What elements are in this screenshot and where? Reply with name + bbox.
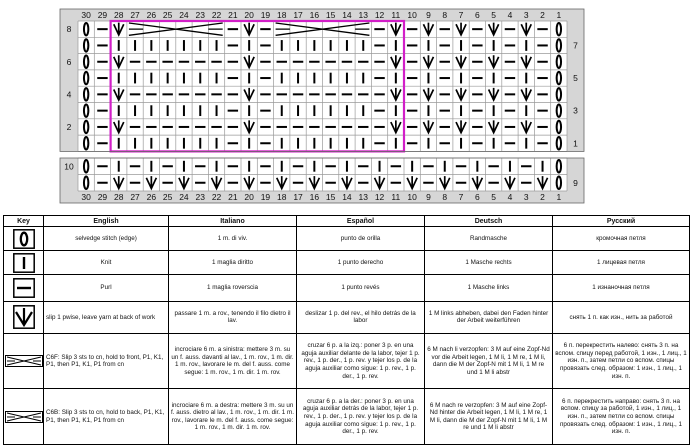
legend-ru: 6 п. перекрестить направо: снять 3 п. на вспом. спицу за работой, 1 изн., 1 лиц., 1 изн. п., затем петли со вспом. спицы провязать след. образом: 1 изн., 1 лиц., 1 изн. п. xyxy=(553,389,690,445)
row-label: 1 xyxy=(573,138,578,149)
legend-row xyxy=(4,227,690,251)
col-number: 17 xyxy=(293,10,303,20)
legend-de: 1 Masche rechts xyxy=(425,251,553,275)
row-label: 2 xyxy=(66,121,72,132)
legend-en: slip 1 pwise, leave yarn at back of work xyxy=(44,301,169,333)
col-number: 4 xyxy=(507,10,513,20)
col-number: 6 xyxy=(474,192,480,202)
col-number: 10 xyxy=(407,10,417,20)
selvedge-icon xyxy=(13,229,35,249)
col-number: 7 xyxy=(458,10,464,20)
col-number: 19 xyxy=(260,10,271,20)
legend-de: 6 M nach li verzopfen: 3 M auf eine Zopf-Nd vor die Arbeit legen, 1 M li, 1 M re, 1 M li, dann die M der Zopf-N mit 1 M li, 1 M re und 1 M li abstr xyxy=(425,333,553,389)
col-number: 8 xyxy=(442,192,448,202)
row-label: 3 xyxy=(573,105,578,116)
legend-es: deslizar 1 p. del rev., el hilo detrás de la labor xyxy=(297,301,425,333)
legend-es: 1 punto revés xyxy=(297,275,425,301)
col-number: 17 xyxy=(293,192,303,202)
col-number: 27 xyxy=(130,10,140,20)
legend-en: C6F: Slip 3 sts to cn, hold to front, P1, K1, P1, then P1, K1, P1 from cn xyxy=(44,333,169,389)
col-number: 21 xyxy=(228,10,238,20)
col-number: 23 xyxy=(195,10,205,20)
legend-de: Randmasche xyxy=(425,227,553,251)
knitting-charts xyxy=(0,0,690,212)
col-number: 4 xyxy=(507,192,513,202)
col-number: 25 xyxy=(162,10,173,20)
row-label: 10 xyxy=(64,161,74,172)
legend-de: 1 Masche links xyxy=(425,275,553,301)
col-number: 16 xyxy=(309,192,320,202)
legend-ru: 1 лицевая петля xyxy=(553,251,690,275)
header-key: Key xyxy=(4,216,44,227)
col-number: 22 xyxy=(211,192,222,202)
col-number: 21 xyxy=(228,192,238,202)
col-number: 13 xyxy=(358,192,368,202)
col-number: 14 xyxy=(342,192,352,202)
legend-es: cruzar 6 p. a la izq.: poner 3 p. en una aguja auxiliar delante de la labor, tejer 1 p. rev., 1 p. der., 1 p. rev. y tejer los p. de la aguja auxiliar como sigue: 1 p. rev., 1 p. der., 1 p. rev. xyxy=(297,333,425,389)
col-number: 1 xyxy=(556,192,562,202)
col-number: 30 xyxy=(81,10,91,20)
col-number: 12 xyxy=(374,192,385,202)
legend-table xyxy=(3,215,690,445)
col-number: 3 xyxy=(523,10,529,20)
col-number: 29 xyxy=(97,192,108,202)
legend-key xyxy=(4,275,44,301)
col-number: 27 xyxy=(130,192,140,202)
row-label: 4 xyxy=(66,89,72,100)
legend-row xyxy=(4,275,690,301)
knit-icon xyxy=(13,253,35,273)
legend-es: cruzar 6 p. a la der.: poner 3 p. en una aguja auxiliar detrás de la labor, tejer 1 p. rev., 1 p. der., 1 p. rev. y tejer los p. de la aguja auxiliar como sigue: 1 p. rev., 1 p. der., 1 p. rev. xyxy=(297,389,425,445)
legend-en: Purl xyxy=(44,275,169,301)
legend-it: incrociare 6 m. a sinistra: mettere 3 m. su un f. auss. davanti al lav., 1 m. rov., 1 m. dir. 1 m. rov., lavorare le m. del f. auss. come segue: 1 m. rov., 1 m. dir. 1 m. rov. xyxy=(169,333,297,389)
col-number: 26 xyxy=(146,10,157,20)
col-number: 24 xyxy=(179,10,189,20)
col-number: 28 xyxy=(114,10,124,20)
legend-it: 1 maglia roverscia xyxy=(169,275,297,301)
col-number: 19 xyxy=(260,192,271,202)
col-number: 9 xyxy=(426,192,431,202)
col-number: 5 xyxy=(491,10,497,20)
col-number: 11 xyxy=(391,192,401,202)
col-number: 2 xyxy=(540,10,545,20)
col-number: 13 xyxy=(358,10,368,20)
purl-icon xyxy=(13,278,35,298)
legend-es: punto de orilla xyxy=(297,227,425,251)
legend-de: 1 M links abheben, dabei den Faden hinter der Arbeit weiterführen xyxy=(425,301,553,333)
row-label: 5 xyxy=(573,73,578,84)
legend-ru: 1 изнаночная петля xyxy=(553,275,690,301)
col-number: 10 xyxy=(407,192,417,202)
slip-icon xyxy=(13,305,35,329)
col-number: 20 xyxy=(244,192,254,202)
legend-row xyxy=(4,301,690,333)
col-number: 15 xyxy=(325,10,336,20)
legend-header-row xyxy=(4,216,690,227)
legend-key xyxy=(4,251,44,275)
col-number: 30 xyxy=(81,192,91,202)
row-label: 6 xyxy=(66,56,72,67)
col-number: 20 xyxy=(244,10,254,20)
row-label: 9 xyxy=(573,177,578,188)
col-number: 9 xyxy=(426,10,431,20)
col-number: 25 xyxy=(162,192,173,202)
row-label: 8 xyxy=(66,24,72,35)
legend-es: 1 punto derecho xyxy=(297,251,425,275)
col-number: 18 xyxy=(277,10,287,20)
col-number: 5 xyxy=(491,192,497,202)
legend-ru: снять 1 п. как изн., нить за работой xyxy=(553,301,690,333)
legend-en: C6B: Slip 3 sts to cn, hold to back, P1, K1, P1, then P1, K1, P1 from cn xyxy=(44,389,169,445)
legend-ru: кромочная петля xyxy=(553,227,690,251)
header-russian: Русский xyxy=(553,216,690,227)
col-number: 15 xyxy=(325,192,336,202)
c6b-icon xyxy=(5,411,43,423)
col-number: 6 xyxy=(474,10,480,20)
chart-bottom xyxy=(60,158,584,203)
legend-de: 6 M nach re verzopfen: 3 M auf eine Zopf-Nd hinter die Arbeit legen, 1 M li, 1 M re, 1 M li, dann die M der Zopf-N mit 1 M li, 1 M re und 1 M li abstr xyxy=(425,389,553,445)
col-number: 23 xyxy=(195,192,205,202)
legend-en: Knit xyxy=(44,251,169,275)
legend-it: 1 m. di viv. xyxy=(169,227,297,251)
col-number: 12 xyxy=(374,10,385,20)
legend-en: selvedge stitch (edge) xyxy=(44,227,169,251)
header-deutsch: Deutsch xyxy=(425,216,553,227)
col-number: 24 xyxy=(179,192,189,202)
col-number: 2 xyxy=(540,192,545,202)
legend-row xyxy=(4,333,690,389)
col-number: 14 xyxy=(342,10,352,20)
col-number: 8 xyxy=(442,10,448,20)
col-number: 1 xyxy=(556,10,562,20)
header-italiano: Italiano xyxy=(169,216,297,227)
legend-it: 1 maglia diritto xyxy=(169,251,297,275)
col-number: 11 xyxy=(391,10,401,20)
col-number: 3 xyxy=(523,192,529,202)
legend-ru: 6 п. перекрестить налево: снять 3 п. на вспом. спицу перед работой, 1 изн., 1 лиц., 1 изн. п., затем петли со вспом. спицы провязать след. образом: 1 изн., 1 лиц., 1 изн. п. xyxy=(553,333,690,389)
legend-key xyxy=(4,301,44,333)
c6f-icon xyxy=(5,355,43,367)
legend-key xyxy=(4,227,44,251)
legend-key xyxy=(4,389,44,445)
legend-it: passare 1 m. a rov., tenendo il filo dietro il lav. xyxy=(169,301,297,333)
header-espanol: Español xyxy=(297,216,425,227)
header-english: English xyxy=(44,216,169,227)
col-number: 29 xyxy=(97,10,108,20)
col-number: 22 xyxy=(211,10,222,20)
legend-row xyxy=(4,251,690,275)
legend-key xyxy=(4,333,44,389)
col-number: 16 xyxy=(309,10,320,20)
row-label: 7 xyxy=(573,40,578,51)
col-number: 18 xyxy=(277,192,287,202)
legend-it: incrociare 6 m. a destra: mettere 3 m. su un f. auss. dietro al lav., 1 m. rov., 1 m. dir. 1 m. rov., lavorare le m. del f. auss. come segue: 1 m. rov., 1 m. dir. 1 m. rov. xyxy=(169,389,297,445)
col-number: 26 xyxy=(146,192,157,202)
col-number: 7 xyxy=(458,192,464,202)
col-number: 28 xyxy=(114,192,124,202)
legend-row xyxy=(4,389,690,445)
chart-top xyxy=(60,9,584,151)
